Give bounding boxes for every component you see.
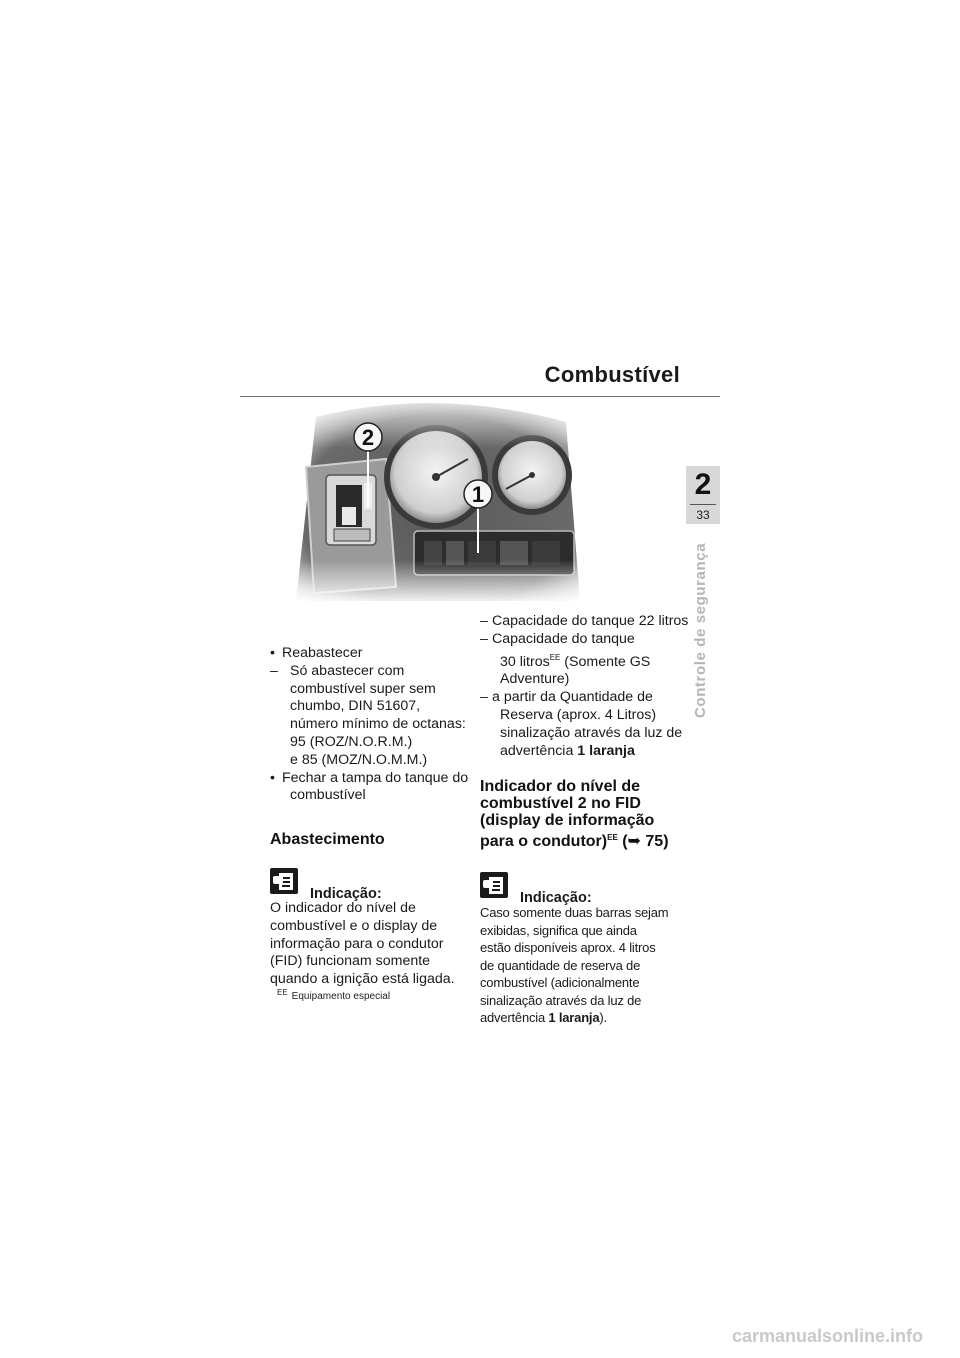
heading-line: (display de informação — [480, 812, 655, 830]
list-line — [492, 743, 685, 761]
section-heading — [480, 778, 685, 850]
note-line: de quantidade de reserva de — [480, 957, 641, 973]
list-line: Adventure) — [500, 671, 570, 688]
dash-marker: – — [480, 689, 488, 706]
text-span: 30 litros — [500, 653, 550, 670]
list-line: Capacidade do tanque — [492, 630, 635, 647]
list-line: a partir da Quantidade de — [492, 689, 653, 706]
callout-1: 1 — [471, 482, 485, 507]
note-text — [480, 904, 685, 1027]
note-icon — [480, 872, 508, 898]
callout-2: 2 — [361, 425, 375, 450]
chapter-divider — [690, 504, 716, 505]
note-line: O indicador do nível de — [270, 899, 416, 916]
footnote-ref: EE — [549, 652, 561, 662]
section-heading: Abastecimento — [270, 831, 385, 849]
watermark: carmanualsonline.info — [732, 1326, 924, 1346]
page-title: Combustível — [544, 362, 680, 387]
heading-line: Indicador do nível de — [480, 778, 641, 796]
text-span: advertência — [480, 1010, 549, 1026]
list-item — [270, 645, 470, 663]
note-line: (FID) funcionam somente — [270, 953, 431, 970]
list-line: Capacidade do tanque 22 litros — [492, 613, 689, 629]
list-item — [270, 663, 470, 770]
dash-marker: – — [480, 613, 488, 629]
left-column — [270, 645, 470, 989]
dash-marker: – — [480, 630, 488, 647]
list-item — [480, 689, 685, 760]
text-span: (Somente GS — [560, 653, 651, 670]
heading-line: combustível 2 no FID — [480, 795, 641, 813]
dashboard-photo — [296, 397, 580, 601]
note-line: sinalização através da luz de — [480, 992, 642, 1008]
list-item — [480, 631, 685, 689]
page-reference: (➥ 75) — [617, 833, 669, 851]
right-column — [480, 613, 689, 1027]
note-line: Caso somente duas barras sejam — [480, 905, 669, 921]
warning-light-ref: 1 laranja — [577, 742, 635, 759]
text-span: ). — [599, 1010, 607, 1026]
list-line: 95 (ROZ/N.O.R.M.) — [290, 733, 413, 750]
list-line: chumbo, DIN 51607, — [290, 698, 421, 715]
list-line: Reserva (aprox. 4 Litros) — [500, 706, 657, 723]
footnote — [277, 988, 390, 1002]
note-line: exibidas, significa que ainda — [480, 922, 637, 938]
note-text — [270, 900, 470, 989]
list-line: número mínimo de octanas: — [290, 716, 466, 733]
note-line: combustível e o display de — [270, 917, 438, 934]
list-line: sinalização através da luz de — [500, 724, 683, 741]
note-line: quando a ignição está ligada. — [270, 971, 455, 988]
note-icon — [270, 868, 298, 894]
note-header — [270, 868, 470, 903]
note-line: estão disponíveis aprox. 4 litros — [480, 940, 656, 956]
list-line: Fechar a tampa do tanque do — [282, 769, 469, 786]
list-line: e 85 (MOZ/N.O.M.M.) — [290, 751, 428, 768]
note-header — [480, 872, 685, 907]
list-line: combustível — [290, 787, 366, 804]
chapter-number: 2 — [694, 468, 712, 501]
note-line: combustível (adicionalmente — [480, 975, 640, 991]
footnote-ref: EE — [607, 833, 618, 843]
footnote-text: Equipamento especial — [291, 991, 391, 1002]
note-label: Indicação: — [309, 886, 382, 903]
chapter-side-label: Controle de segurança — [692, 542, 709, 718]
list-line — [492, 649, 685, 672]
list-line: Reabastecer — [282, 645, 363, 661]
list-item — [480, 613, 689, 631]
page-number: 33 — [696, 508, 710, 522]
bullet-marker: • — [270, 645, 275, 661]
list-item — [270, 770, 470, 806]
note-line — [480, 1009, 685, 1027]
text-span: para o condutor) — [480, 833, 608, 851]
note-label: Indicação: — [519, 890, 592, 907]
note-line: informação para o condutor — [270, 935, 444, 952]
heading-line — [480, 829, 685, 850]
list-line: combustível super sem — [290, 680, 436, 697]
list-line: Só abastecer com — [290, 662, 405, 679]
bullet-marker: • — [270, 769, 275, 786]
dash-marker: – — [270, 662, 278, 679]
text-span: advertência — [500, 742, 578, 759]
warning-light-ref: 1 laranja — [548, 1010, 600, 1026]
footnote-marker: EE — [277, 988, 288, 997]
